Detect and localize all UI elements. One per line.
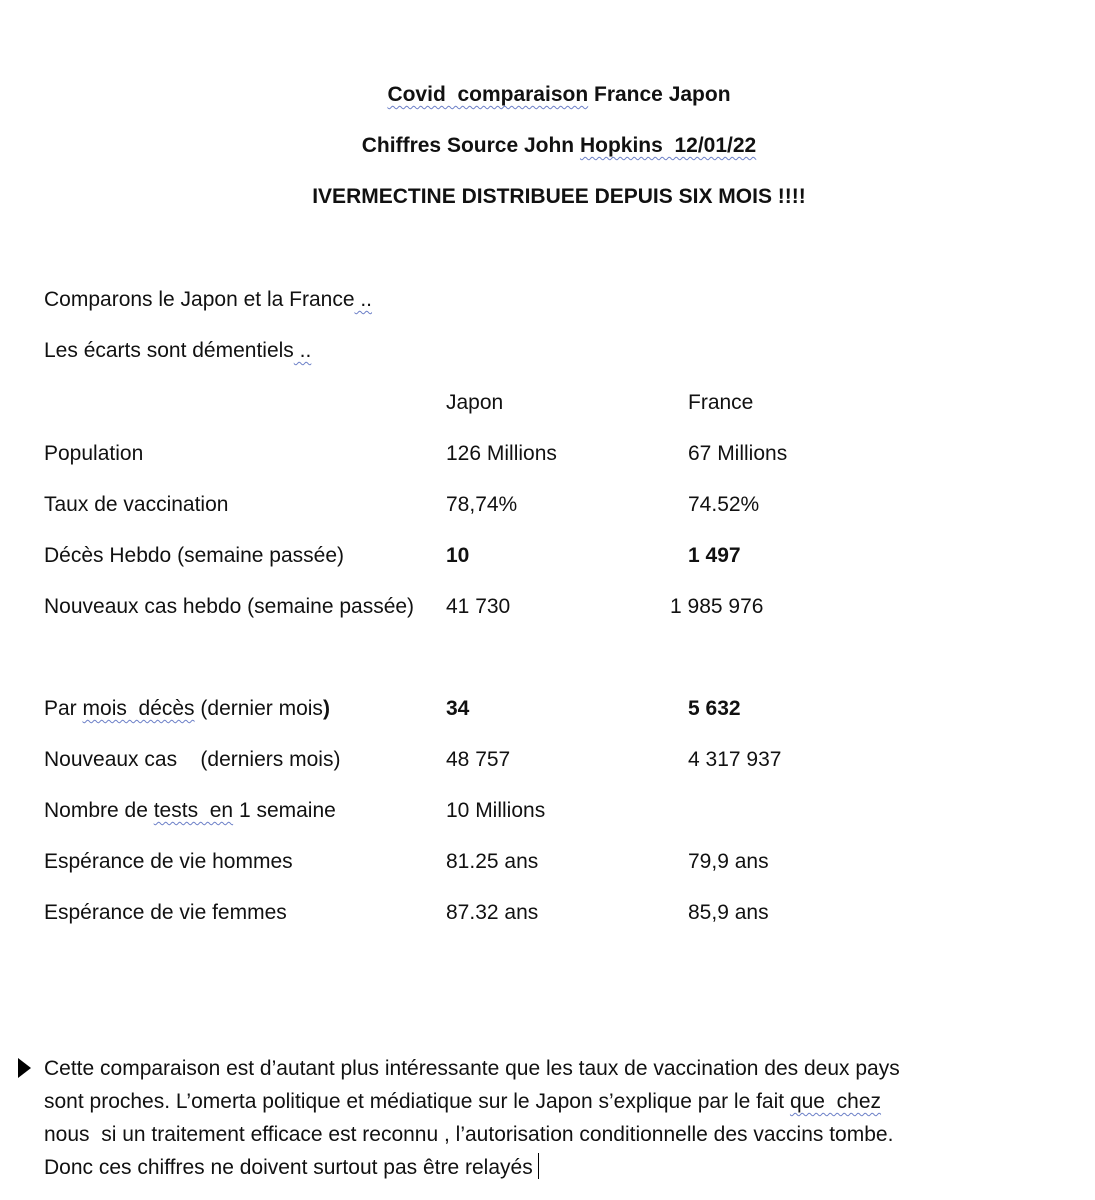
row-value-japon: 41 730 bbox=[446, 595, 511, 618]
document-subtitle bbox=[0, 133, 1095, 159]
row-label-part: 1 semaine bbox=[233, 799, 336, 822]
intro-line-2 bbox=[44, 338, 311, 364]
table-row-monthly-cases bbox=[0, 747, 1095, 773]
bullet-arrow-icon bbox=[18, 1058, 31, 1078]
conclusion-line: nous si un traitement efficace est reconnu , l’autorisation conditionnelle des vaccins tombe. bbox=[44, 1123, 894, 1146]
conclusion-spellcheck-segment: que chez bbox=[789, 1090, 882, 1113]
row-value-france: 4 317 937 bbox=[688, 748, 782, 771]
table-row-life-expectancy-women bbox=[0, 900, 1095, 926]
table-row-monthly-deaths bbox=[0, 696, 1095, 722]
row-value-france: 79,9 ans bbox=[688, 850, 769, 873]
row-label: Nouveaux cas hebdo (semaine passée) bbox=[44, 595, 415, 618]
row-label-part: (dernier mois bbox=[194, 697, 323, 720]
subtitle-source: Chiffres Source John bbox=[361, 134, 580, 157]
row-value-japon: 48 757 bbox=[446, 748, 511, 771]
document-title bbox=[0, 82, 1095, 108]
intro-line-2-ellipsis: .. bbox=[293, 339, 312, 362]
conclusion-line-part: sont proches. L’omerta politique et médiatique sur le Japon s’explique par le fait bbox=[44, 1090, 790, 1113]
document-banner: IVERMECTINE DISTRIBUEE DEPUIS SIX MOIS !!!! bbox=[312, 185, 806, 208]
row-label bbox=[44, 696, 330, 722]
row-label bbox=[44, 798, 336, 824]
row-label-part: Nombre de bbox=[44, 799, 154, 822]
row-value-france: 5 632 bbox=[688, 697, 741, 720]
row-value-france: 1 497 bbox=[688, 544, 741, 567]
row-label: Population bbox=[44, 442, 144, 465]
table-row-life-expectancy-men bbox=[0, 849, 1095, 875]
row-label: Décès Hebdo (semaine passée) bbox=[44, 544, 344, 567]
row-value-japon: 10 Millions bbox=[446, 799, 546, 822]
row-value-france: 74.52% bbox=[688, 493, 760, 516]
table-row-population bbox=[0, 441, 1095, 467]
text-cursor bbox=[538, 1153, 539, 1179]
row-label-spellcheck-segment: tests en bbox=[153, 799, 234, 822]
intro-line-1-ellipsis: .. bbox=[354, 288, 373, 311]
row-value-japon: 78,74% bbox=[446, 493, 518, 516]
row-label: Espérance de vie hommes bbox=[44, 850, 293, 873]
row-value-japon: 87.32 ans bbox=[446, 901, 539, 924]
row-value-france: 85,9 ans bbox=[688, 901, 769, 924]
row-value-france: 1 985 976 bbox=[670, 595, 764, 618]
conclusion-line: Cette comparaison est d’autant plus intéressante que les taux de vaccination des deux pays bbox=[44, 1057, 900, 1080]
title-remainder: France Japon bbox=[588, 83, 731, 106]
row-value-japon: 81.25 ans bbox=[446, 850, 539, 873]
intro-line-2-text: Les écarts sont démentiels bbox=[44, 339, 294, 362]
conclusion-line bbox=[44, 1151, 1084, 1184]
row-value-japon: 126 Millions bbox=[446, 442, 557, 465]
conclusion-paragraph[interactable] bbox=[44, 1052, 1084, 1184]
row-value-japon: 10 bbox=[446, 544, 470, 567]
row-label: Espérance de vie femmes bbox=[44, 901, 287, 924]
column-header-france: France bbox=[688, 391, 754, 414]
table-row-weekly-deaths bbox=[0, 543, 1095, 569]
table-row-weekly-cases bbox=[0, 594, 1095, 620]
row-label: Nouveaux cas (derniers mois) bbox=[44, 748, 341, 771]
row-value-france: 67 Millions bbox=[688, 442, 788, 465]
row-label: Taux de vaccination bbox=[44, 493, 229, 516]
column-header-japon: Japon bbox=[446, 391, 504, 414]
conclusion-line bbox=[44, 1085, 1084, 1118]
row-label-spellcheck-segment: mois décès bbox=[82, 697, 195, 720]
conclusion-line-part: Donc ces chiffres ne doivent surtout pas être relayés bbox=[44, 1156, 533, 1179]
subtitle-spellcheck-segment: Hopkins 12/01/22 bbox=[579, 134, 757, 157]
row-value-japon: 34 bbox=[446, 697, 470, 720]
row-label-closing-paren: ) bbox=[322, 697, 330, 720]
row-label-part: Par bbox=[44, 697, 83, 720]
title-spellcheck-segment: Covid comparaison bbox=[387, 83, 589, 106]
intro-line-1-text: Comparons le Japon et la France bbox=[44, 288, 355, 311]
intro-line-1 bbox=[44, 287, 372, 313]
table-header-row bbox=[0, 390, 1095, 416]
table-row-weekly-tests bbox=[0, 798, 1095, 824]
table-row-vaccination-rate bbox=[0, 492, 1095, 518]
